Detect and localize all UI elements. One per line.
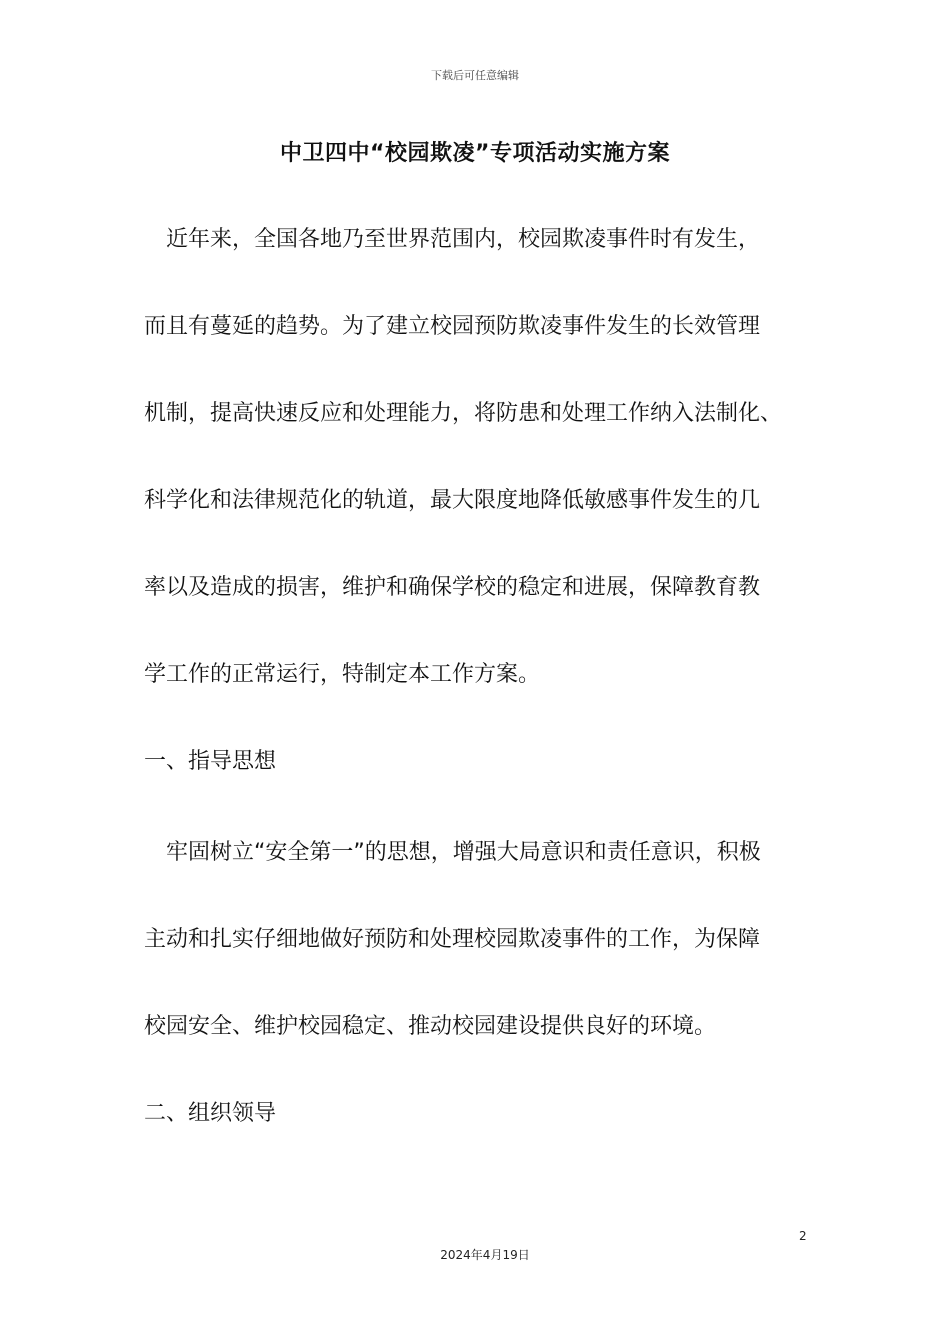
document-title: 中卫四中“校园欺凌”专项活动实施方案 (280, 141, 670, 166)
section-heading-guiding-ideology: 一、指导思想 (144, 749, 277, 774)
paragraph-line: 近年来，全国各地乃至世界范围内，校园欺凌事件时有发生， (144, 227, 761, 252)
paragraph-line: 率以及造成的损害，维护和确保学校的稳定和进展，保障教育教 (144, 575, 761, 600)
paragraph-line: 机制，提高快速反应和处理能力，将防患和处理工作纳入法制化、 (144, 401, 783, 426)
paragraph-line: 校园安全、维护校园稳定、推动校园建设提供良好的环境。 (144, 1014, 717, 1039)
paragraph-line: 学工作的正常运行，特制定本工作方案。 (144, 662, 541, 687)
footer-date: 2024年4月19日 (440, 1248, 530, 1262)
section-heading-organization: 二、组织领导 (144, 1101, 277, 1126)
header-note: 下载后可任意编辑 (431, 69, 519, 82)
page-number: 2 (799, 1229, 807, 1243)
paragraph-line: 而且有蔓延的趋势。为了建立校园预防欺凌事件发生的长效管理 (144, 314, 761, 339)
paragraph-line: 牢固树立“安全第一”的思想，增强大局意识和责任意识，积极 (144, 840, 761, 865)
paragraph-line: 科学化和法律规范化的轨道，最大限度地降低敏感事件发生的几 (144, 488, 761, 513)
paragraph-line: 主动和扎实仔细地做好预防和处理校园欺凌事件的工作，为保障 (144, 927, 761, 952)
